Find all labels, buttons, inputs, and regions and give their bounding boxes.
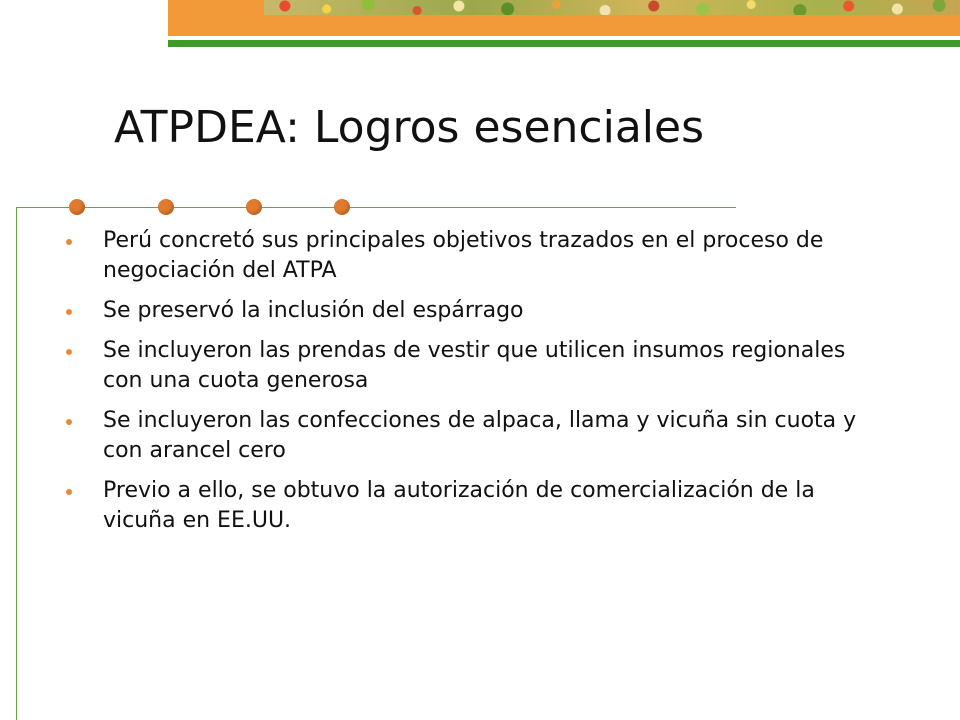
bullet-item	[66, 476, 886, 536]
decor-dot-2	[158, 199, 174, 215]
banner-floral-image	[264, 0, 960, 15]
bullet-dot-icon	[66, 309, 72, 315]
decor-dot-3	[246, 199, 262, 215]
bullet-text: Perú concretó sus principales objetivos trazados en el proceso de negociación del ATPA	[103, 228, 824, 283]
bullet-text: Se incluyeron las confecciones de alpaca, llama y vicuña sin cuota y con arancel cero	[103, 408, 857, 463]
decor-dot-4	[334, 199, 350, 215]
vertical-rule	[16, 207, 17, 720]
bullet-item	[66, 226, 886, 286]
slide-title: ATPDEA: Logros esenciales	[114, 102, 705, 153]
bullet-item	[66, 296, 886, 326]
bullet-dot-icon	[66, 239, 72, 245]
banner-green-bar	[168, 40, 960, 47]
bullet-item	[66, 406, 886, 466]
horizontal-rule	[16, 207, 736, 208]
bullet-item	[66, 336, 886, 396]
decor-dot-1	[69, 199, 85, 215]
bullet-dot-icon	[66, 419, 72, 425]
top-banner	[168, 0, 960, 47]
bullet-text: Se incluyeron las prendas de vestir que utilicen insumos regionales con una cuota generosa	[103, 338, 846, 393]
bullet-dot-icon	[66, 489, 72, 495]
bullet-dot-icon	[66, 349, 72, 355]
bullet-list	[66, 226, 886, 546]
bullet-text: Previo a ello, se obtuvo la autorización de comercialización de la vicuña en EE.UU.	[103, 478, 815, 533]
bullet-text: Se preservó la inclusión del espárrago	[103, 298, 524, 323]
